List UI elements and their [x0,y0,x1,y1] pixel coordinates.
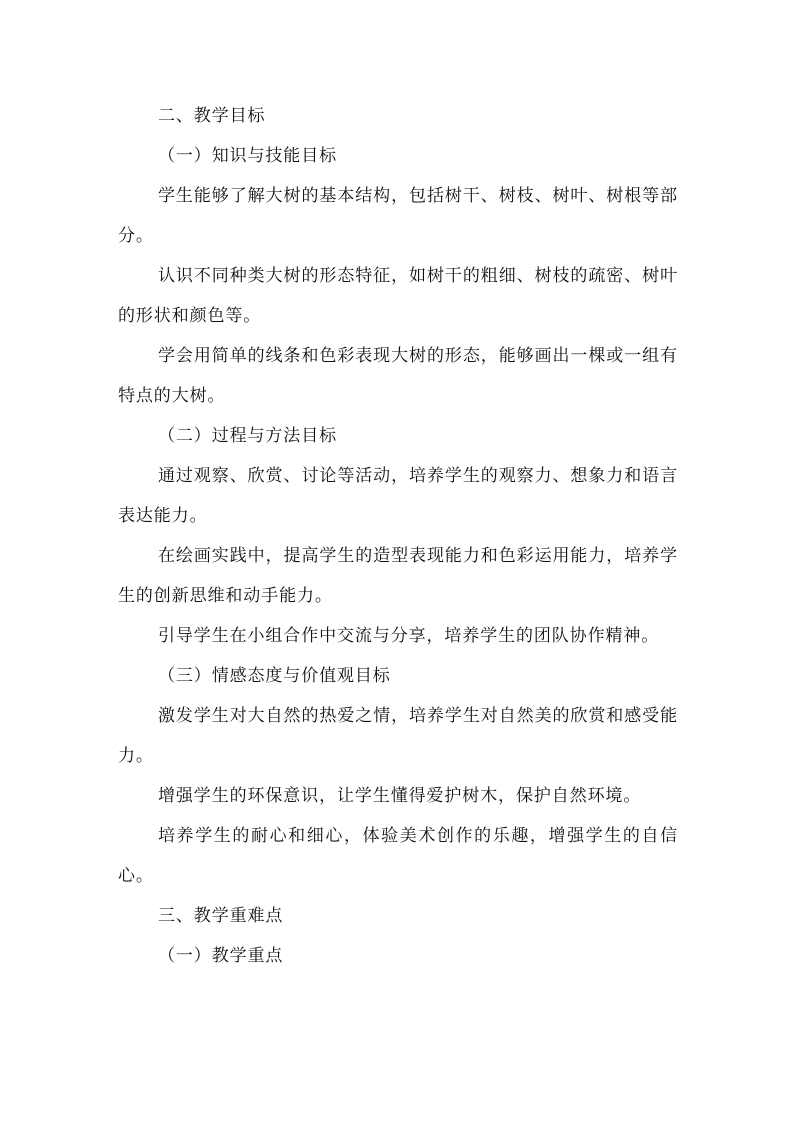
body-paragraph: 引导学生在小组合作中交流与分享，培养学生的团队协作精神。 [158,626,660,646]
body-paragraph: 通过观察、欣赏、讨论等活动，培养学生的观察力、想象力和语言表达能力。 [118,466,678,526]
document-body [118,96,678,976]
body-paragraph: 认识不同种类大树的形态特征，如树干的粗细、树枝的疏密、树叶的形状和颜色等。 [118,266,678,326]
body-paragraph: 激发学生对大自然的热爱之情，培养学生对自然美的欣赏和感受能力。 [118,706,678,766]
section-heading-teaching-goals: 二、教学目标 [158,106,266,126]
body-paragraph: 在绘画实践中，提高学生的造型表现能力和色彩运用能力，培养学生的创新思维和动手能力。 [118,546,678,606]
body-paragraph: 增强学生的环保意识，让学生懂得爱护树木，保护自然环境。 [158,786,642,806]
subsection-heading-knowledge-skills: （一）知识与技能目标 [158,146,337,166]
body-paragraph: 学生能够了解大树的基本结构，包括树干、树枝、树叶、树根等部分。 [118,186,678,246]
body-paragraph: 学会用简单的线条和色彩表现大树的形态，能够画出一棵或一组有特点的大树。 [118,346,678,406]
subsection-heading-teaching-focus: （一）教学重点 [158,946,284,966]
subsection-heading-emotion-values: （三）情感态度与价值观目标 [158,666,391,686]
section-heading-key-points: 三、教学重难点 [158,906,284,926]
subsection-heading-process-methods: （二）过程与方法目标 [158,426,337,446]
body-paragraph: 培养学生的耐心和细心，体验美术创作的乐趣，增强学生的自信心。 [118,826,678,886]
